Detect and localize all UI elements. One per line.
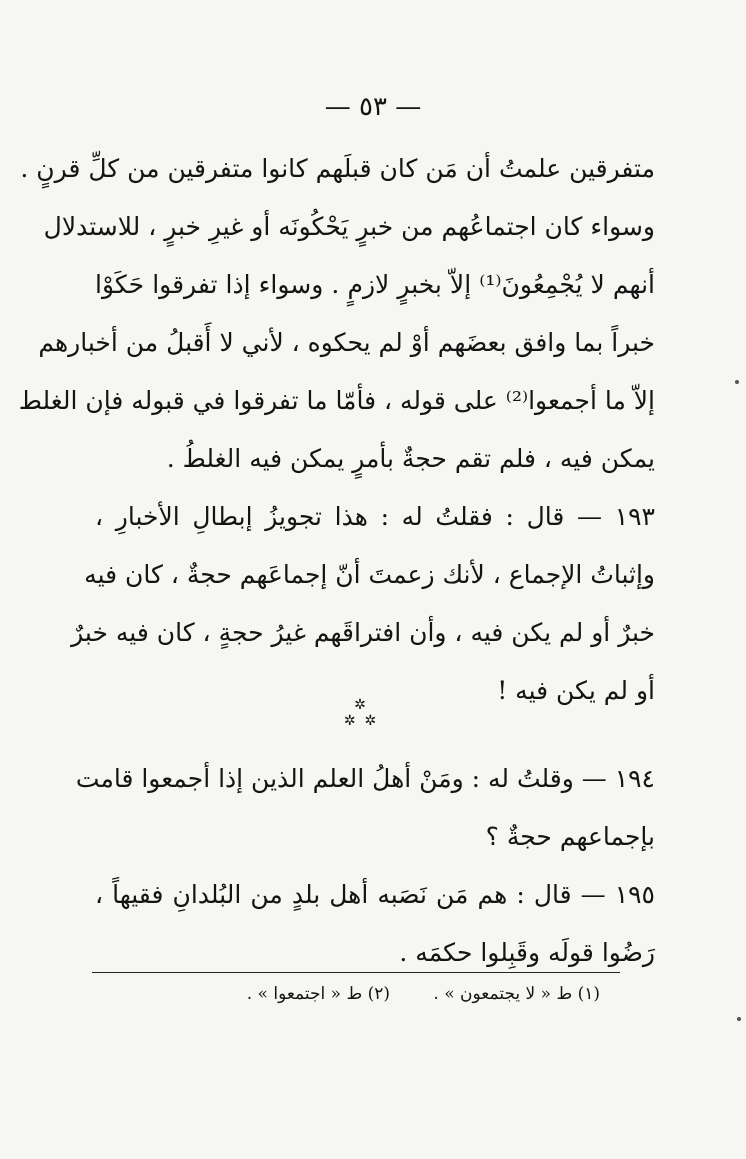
text-line: إلاّ ما أجمعوا⁽²⁾ على قوله ، فأمّا ما تفرقوا في قبوله فإن الغلط [18, 386, 655, 415]
text-line: متفرقين علمتُ أن مَن كان قبلَهم كانوا متفرقين من كلِّ قرنٍ . [20, 154, 655, 183]
text-line: يمكن فيه ، فلم تقم حجةٌ بأمرٍ يمكن فيه الغلطُ . [166, 444, 655, 473]
main-text-block [18, 140, 655, 720]
text-line: أنهم لا يُجْمِعُونَ⁽¹⁾ إلاّ بخبرٍ لازمٍ . وسواء إذا تفرقوا حَكَوْا [95, 270, 655, 299]
text-line: خبرٌ أو لم يكن فيه ، وأن افتراقَهم غيرُ حجةٍ ، كان فيه خبرٌ [71, 618, 655, 647]
footnotes [160, 984, 600, 1004]
text-line: رَضُوا قولَه وقَبِلوا حكمَه . [399, 938, 655, 967]
text-line: وإثباتُ الإجماع ، لأنك زعمتَ أنّ إجماعَهم حجةٌ ، كان فيه [84, 560, 655, 589]
section-separator: ✲ ✲ ✲ [343, 697, 377, 729]
text-line: أو لم يكن فيه ! [497, 676, 655, 705]
text-line: بإجماعهم حجةٌ ؟ [485, 822, 655, 851]
text-line: ١٩٥ — قال : هم مَن نَصَبه أهل بلدٍ من البُلدانِ فقيهاً ، [95, 880, 655, 909]
footnote-divider [92, 972, 620, 973]
text-line: وسواء كان اجتماعُهم من خبرٍ يَحْكُونَه أو غيرِ خبرٍ ، للاستدلال [43, 212, 655, 241]
footnote-1: (١) ط « لا يجتمعون » . [433, 984, 600, 1004]
footnote-2: (٢) ط « اجتمعوا » . [246, 984, 390, 1004]
text-line: ١٩٤ — وقلتُ له : ومَنْ أهلُ العلم الذين إذا أجمعوا قامت [75, 764, 655, 793]
main-text-block-2 [75, 750, 655, 982]
text-line: ١٩٣ — قال : فقلتُ له : هذا تجويزُ إبطالِ الأخبارِ ، [95, 502, 655, 531]
speck [737, 1017, 741, 1021]
text-line: خبراً بما وافق بعضَهم أوْ لم يحكوه ، لأني لا أَقبلُ من أخبارهم [38, 328, 655, 357]
page-number: — ٥٣ — [324, 92, 422, 122]
speck [735, 380, 739, 384]
